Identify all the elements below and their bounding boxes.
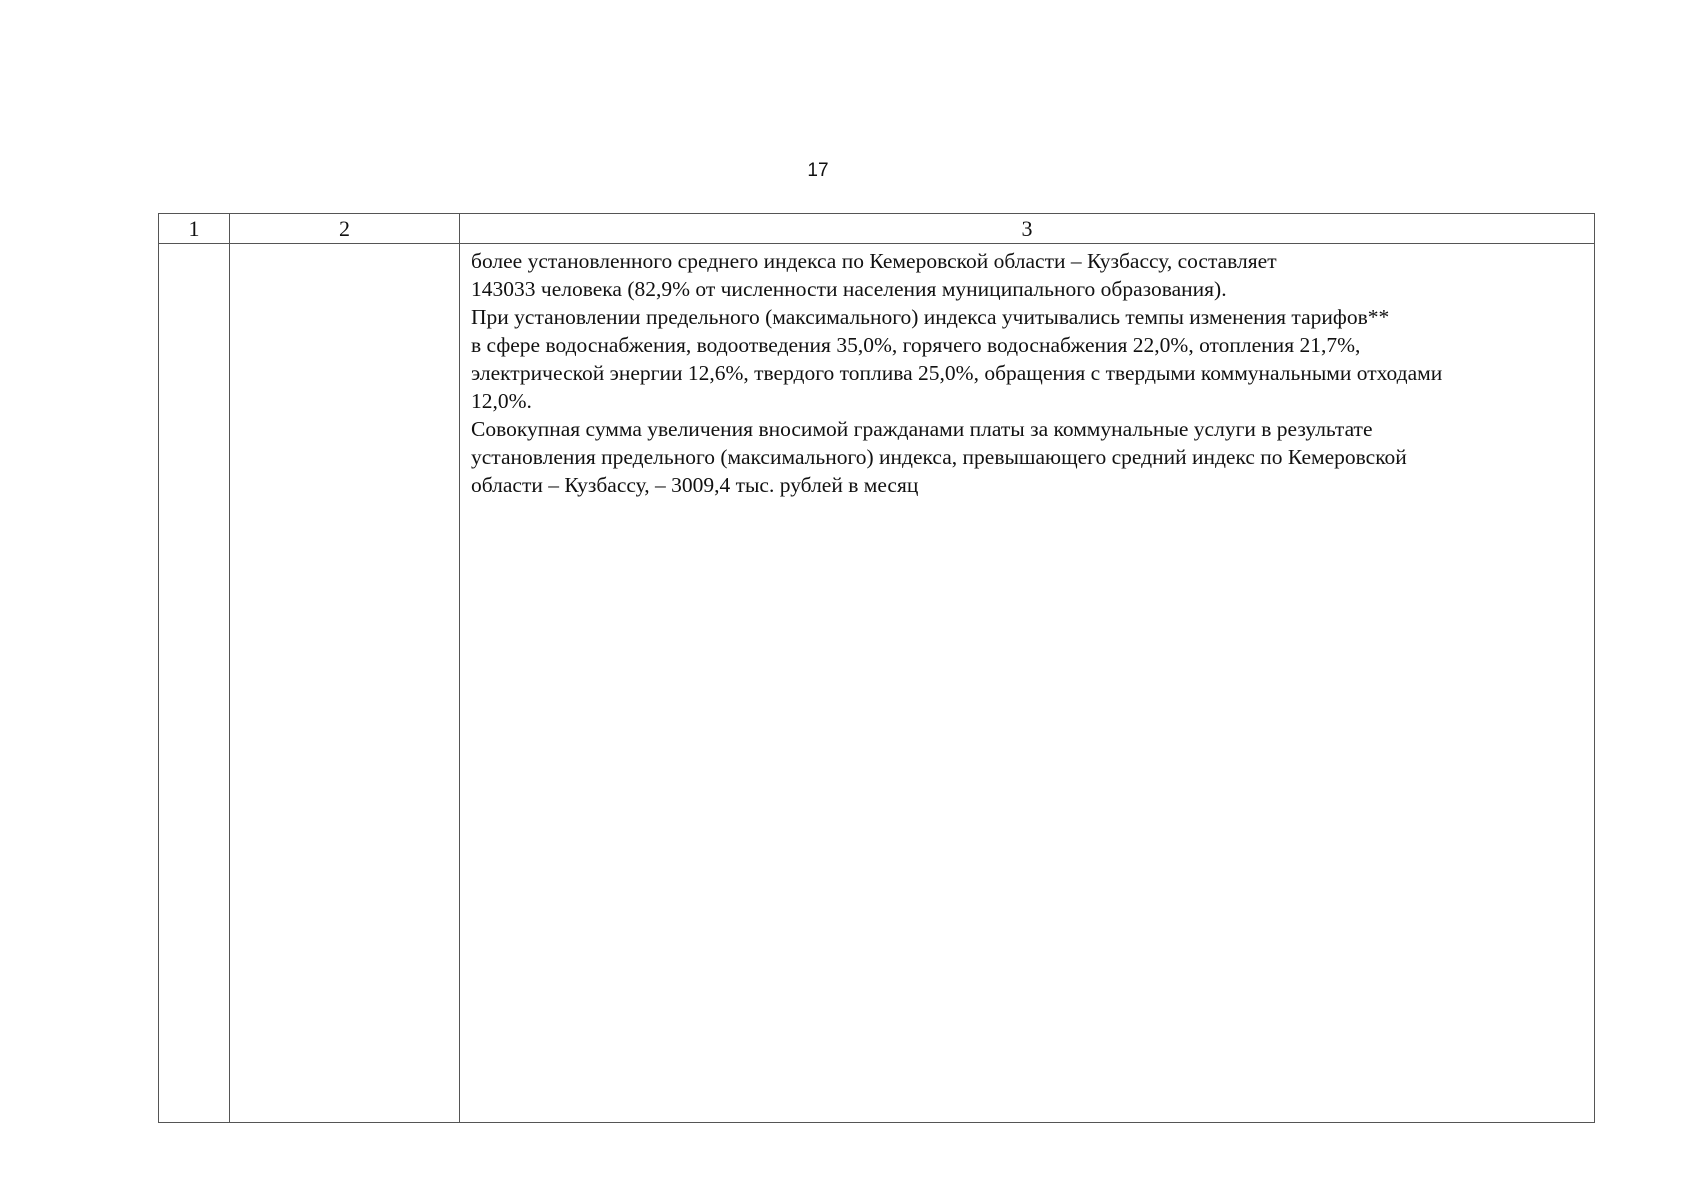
table-header-row: [159, 214, 1595, 244]
row-cell-2: [230, 244, 460, 1123]
table-row: [159, 244, 1595, 1123]
paragraph-population: более установленного среднего индекса по Кемеровской области – Кузбассу, составляет 143033 человека (82,9% от численности населения муниципального образования).: [471, 249, 1277, 301]
page-number: 17: [807, 160, 829, 181]
document-table: [158, 213, 1595, 1123]
column-header-3: 3: [460, 214, 1595, 244]
column-header-2: 2: [230, 214, 460, 244]
row-cell-3: [460, 244, 1595, 1123]
row-cell-1: [159, 244, 230, 1123]
paragraph-tariffs: При установлении предельного (максимального) индекса учитывались темпы изменения тарифов** в сфере водоснабжения, водоотведения 35,0%, горячего водоснабжения 22,0%, отопления 21,7%, электрической энергии 12,6%, твердого топлива 25,0%, обращения с твердыми коммунальными отходами 12,0%.: [471, 305, 1443, 413]
column-header-1: 1: [159, 214, 230, 244]
paragraph-total-amount: Совокупная сумма увеличения вносимой гражданами платы за коммунальные услуги в результате установления предельного (максимального) индекса, превышающего средний индекс по Кемеровской области – Кузбассу, – 3009,4 тыс. рублей в месяц: [471, 417, 1407, 497]
